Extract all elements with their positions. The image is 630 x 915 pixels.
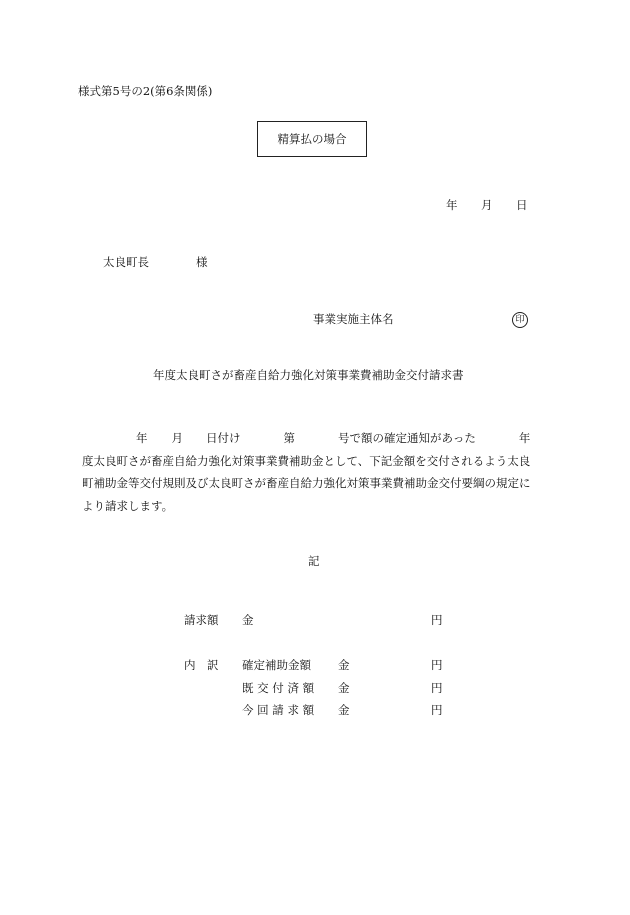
form-number: 様式第5号の2(第6条関係) <box>78 84 213 98</box>
date-day: 日 <box>516 198 528 212</box>
seal-mark: 印 <box>512 312 528 328</box>
body-line-3: 町補助金等交付規則及び太良町さが畜産自給力強化対策事業費補助金交付要綱の規定に <box>82 476 531 490</box>
breakdown-row-label: 既 交 付 済 額 <box>242 681 315 695</box>
body-suffix: 号で額の確定通知があった <box>338 431 476 445</box>
date-year: 年 <box>446 198 458 212</box>
breakdown-row-label: 今 回 請 求 額 <box>242 703 315 717</box>
request-amount-kin: 金 <box>242 613 254 627</box>
body-year: 年 <box>136 431 148 445</box>
date-month: 月 <box>481 198 493 212</box>
breakdown-row-kin: 金 <box>338 681 350 695</box>
body-dated: 日付け <box>206 431 241 445</box>
body-line-1 <box>82 427 552 450</box>
addressee-name: 太良町長 <box>103 255 149 269</box>
body-line-4: より請求します。 <box>82 498 174 513</box>
applicant-label: 事業実施主体名 <box>313 312 394 326</box>
body-month: 月 <box>171 431 183 445</box>
request-amount-yen: 円 <box>431 613 443 627</box>
body-number: 第 <box>283 431 295 445</box>
body-paragraph <box>82 427 552 517</box>
document-title: 年度太良町さが畜産自給力強化対策事業費補助金交付請求書 <box>153 368 464 382</box>
breakdown-row-yen: 円 <box>431 658 443 672</box>
breakdown-row-yen: 円 <box>431 681 443 695</box>
ki-heading: 記 <box>308 554 320 568</box>
breakdown-row-kin: 金 <box>338 658 350 672</box>
payment-type-title: 精算払の場合 <box>277 132 347 146</box>
breakdown-row-yen: 円 <box>431 703 443 717</box>
breakdown-row-kin: 金 <box>338 703 350 717</box>
addressee-honorific: 様 <box>196 255 208 269</box>
body-line-2: 度太良町さが畜産自給力強化対策事業費補助金として、下記金額を交付されるよう太良 <box>82 453 531 468</box>
breakdown-label: 内 訳 <box>184 658 219 672</box>
breakdown-row-label: 確定補助金額 <box>242 658 311 672</box>
request-amount-label: 請求額 <box>184 613 219 627</box>
body-year2: 年 <box>518 431 531 445</box>
payment-type-box <box>257 121 367 157</box>
